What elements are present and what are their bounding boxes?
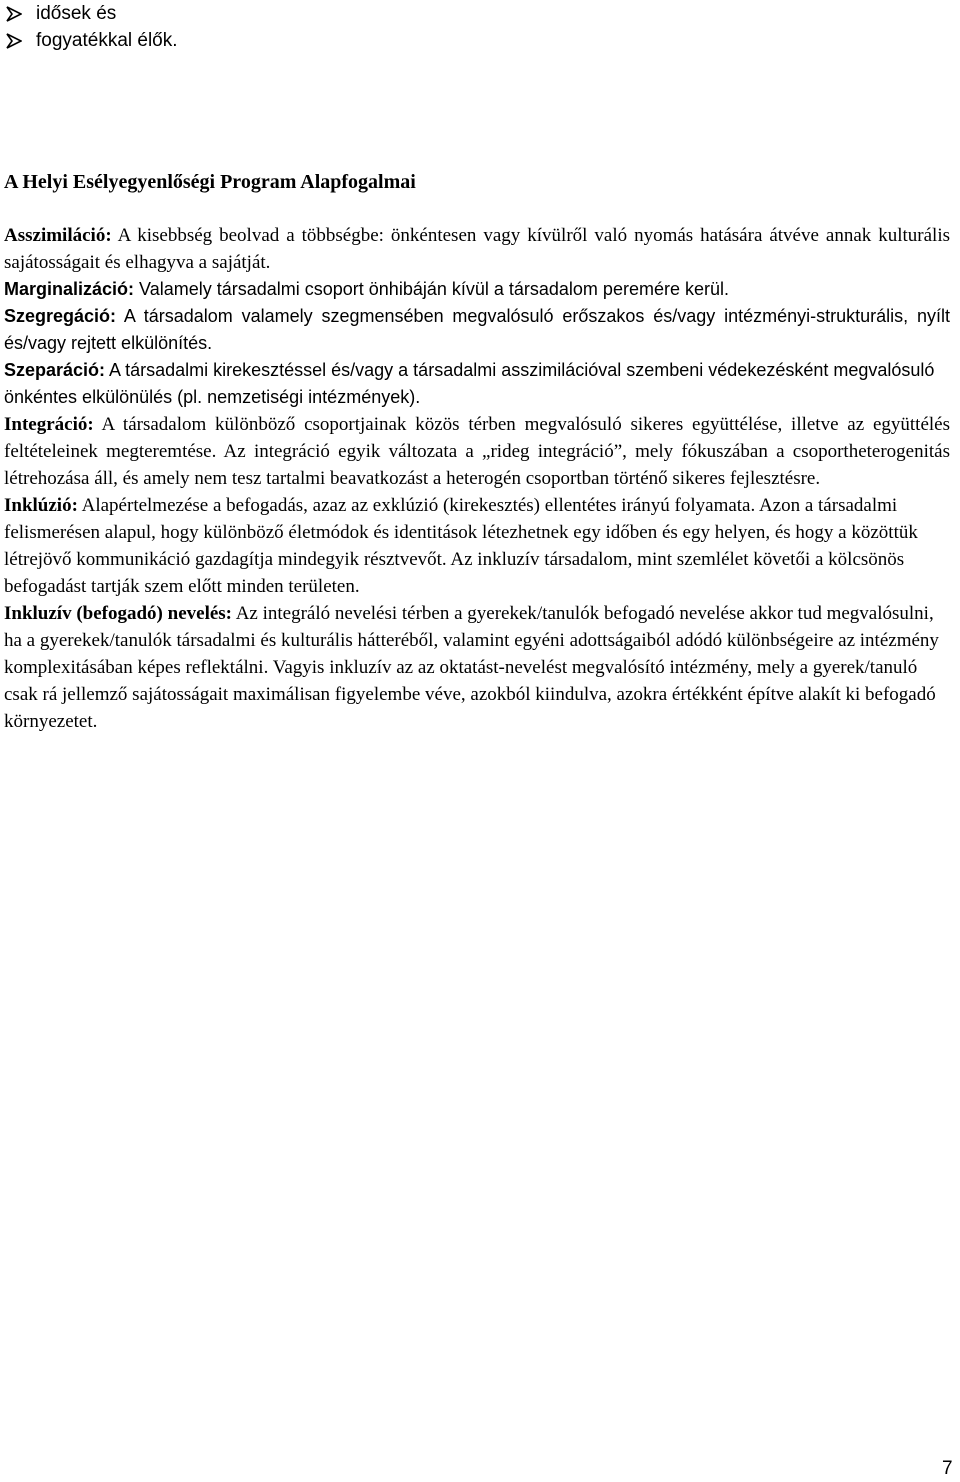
definition-text: Alapértelmezése a befogadás, azaz az exklúzió (kirekesztés) ellentétes irányú folyamata. Azon a társadalmi felismerésen alapul, hogy különböző életmódok és identitások létezhetnek egy időben és egy helyen, és hogy a közöttük létrejövő kommunikáció gazdagítja mindegyik résztvevőt. Az inkluzív társadalom, mint szemlélet követői a kölcsönös befogadást tartják szem előtt minden területen. xyxy=(4,495,918,597)
definitions-body xyxy=(4,222,950,735)
definition-inkluzio xyxy=(4,492,950,600)
definition-text: A társadalmi kirekesztéssel és/vagy a társadalmi asszimilációval szembeni védekezésként megvalósuló önkéntes elkülönülés (pl. nemzetiségi intézmények). xyxy=(4,360,935,407)
definition-integracio xyxy=(4,411,950,492)
bullet-text: fogyatékkal élők. xyxy=(36,30,178,51)
definition-term: Integráció: xyxy=(4,414,94,435)
definition-term: Inkluzív (befogadó) nevelés: xyxy=(4,603,232,624)
definition-term: Szegregáció: xyxy=(4,306,117,326)
definition-term: Szeparáció: xyxy=(4,360,106,380)
definition-term: Marginalizáció: xyxy=(4,279,135,299)
definition-text: A társadalom valamely szegmensében megvalósuló erőszakos és/vagy intézményi-strukturális, nyílt és/vagy rejtett elkülönítés. xyxy=(4,306,950,353)
definition-text: Az integráló nevelési térben a gyerekek/tanulók befogadó nevelése akkor tud megvalósulni, ha a gyerekek/tanulók társadalmi és kulturális hátteréből, valamint egyéni adottságaiból adódó különbségeire az intézmény komplexitásában képes reflektálni. Vagyis inkluzív az az oktatást-nevelést megvalósító intézmény, mely a gyerek/tanuló csak rá jellemző sajátosságait maximálisan figyelembe véve, azokból kiindulva, azokra értékként építve alakít ki befogadó környezetet. xyxy=(4,603,939,732)
arrowhead-bullet-icon xyxy=(6,27,36,54)
list-item xyxy=(6,27,946,54)
definition-asszimilacio xyxy=(4,222,950,276)
definition-term: Inklúzió: xyxy=(4,495,78,516)
definition-text: A kisebbség beolvad a többségbe: önkéntesen vagy kívülről való nyomás hatására átvéve annak kulturális sajátosságait és elhagyva a sajátját. xyxy=(4,225,950,273)
definition-szegregacio xyxy=(4,303,950,357)
definition-szeparacio xyxy=(4,357,950,411)
arrowhead-bullet-icon xyxy=(6,0,36,27)
page-number: 7 xyxy=(942,1458,953,1479)
list-item xyxy=(6,0,946,27)
definition-term: Asszimiláció: xyxy=(4,225,112,246)
definition-inkluziv-neveles xyxy=(4,600,950,735)
definition-text: Valamely társadalmi csoport önhibáján kívül a társadalom peremére kerül. xyxy=(134,279,729,299)
definition-text: A társadalom különböző csoportjainak közös térben megvalósuló sikeres együttélése, illetve az együttélés feltételeinek megteremtése. Az integráció egyik változata a „rideg integráció”, mely fókuszában a csoportheterogenitás létrehozása áll, és amely nem tesz tartalmi beavatkozást a heterogén csoportban történő sikeres fejlesztésre. xyxy=(4,414,950,489)
bullet-text: idősek és xyxy=(36,3,117,24)
definition-marginalizacio xyxy=(4,276,950,303)
bullet-list xyxy=(6,0,946,54)
section-heading: A Helyi Esélyegyenlőségi Program Alapfogalmai xyxy=(4,171,416,193)
